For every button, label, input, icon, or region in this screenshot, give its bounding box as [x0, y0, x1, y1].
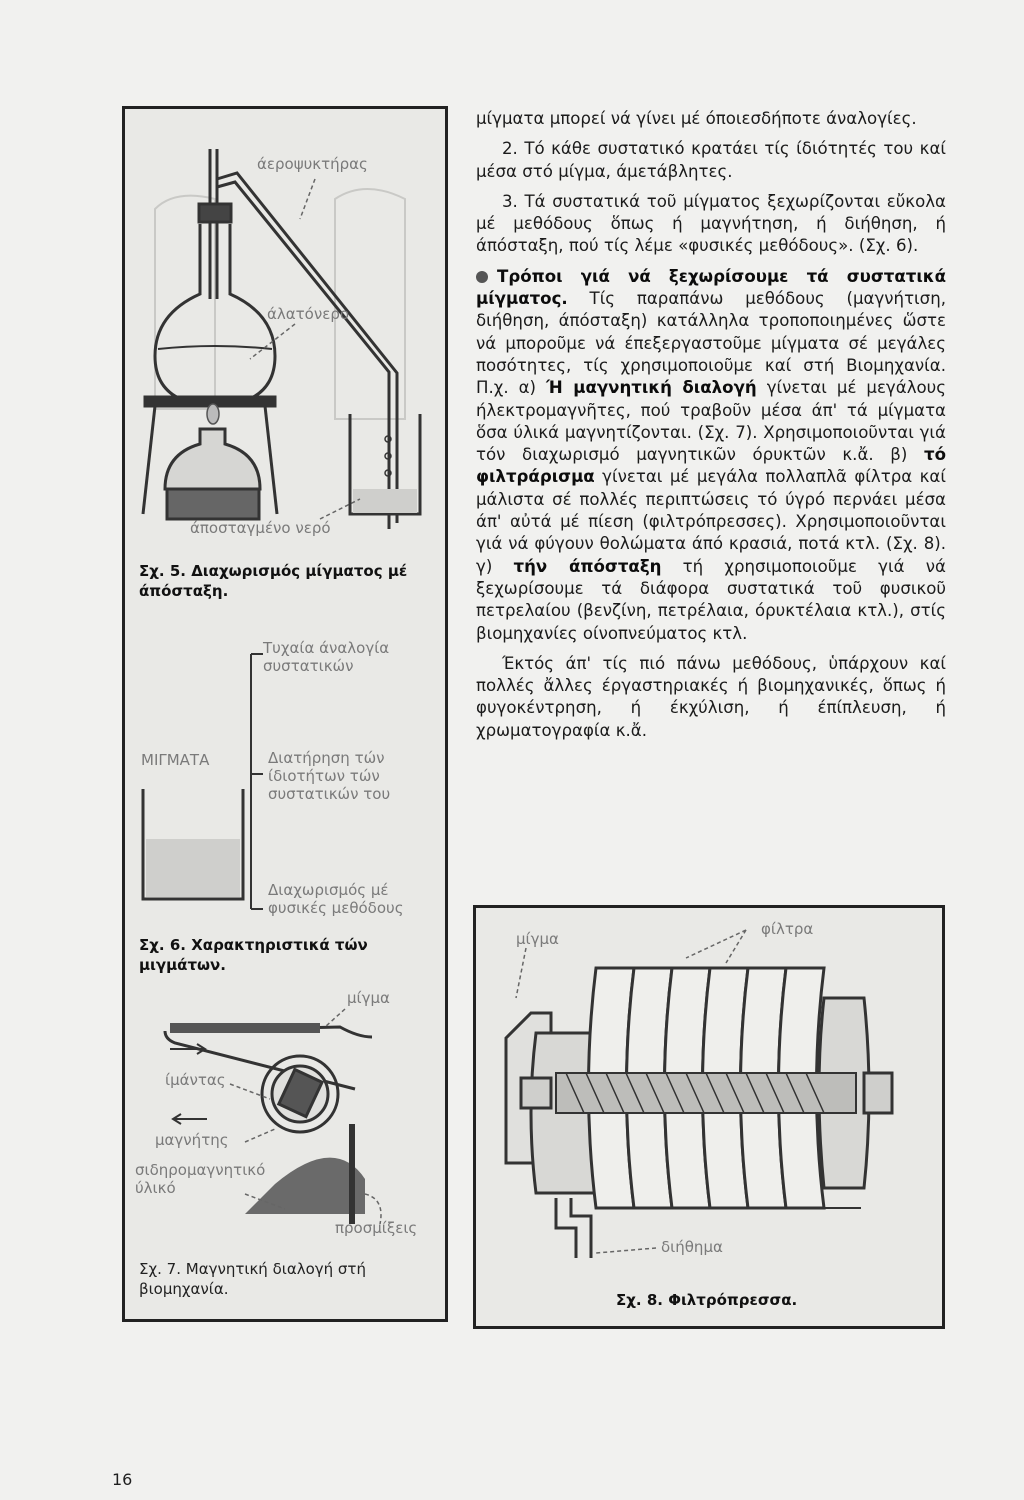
figure-7-caption: Σχ. 7. Μαγνητική διαλογή στή βιομηχανία. — [139, 1260, 366, 1298]
label-filters: φίλτρα — [761, 920, 814, 938]
section-heading: Τρόποι γιά νά ξεχωρίσουμε τά συστατικά μίγματος. — [476, 266, 946, 309]
mixture-characteristics-illustration — [143, 654, 263, 909]
paragraph-4-text-g: τή χρησιμοποιοῦμε γιά νά ξεχωρίσουμε τά διάφορα συστατικά τοῦ φυσικοῦ πετρελαίου (βενζίνη, πετρέλαια, όρυκτέλαια κτλ.), στίς βιομηχανίες οίνοπνεύματος κτλ. — [476, 556, 946, 643]
paragraph-2: 2. Τό κάθε συστατικό κρατάει τίς ίδιότητές του καί μέσα στό μίγμα, άμετάβλητες. — [476, 139, 946, 181]
distillation-apparatus-illustration — [143, 149, 420, 529]
figure-5-caption: Σχ. 5. Διαχωρισμός μίγματος μέ άπόσταξη. — [139, 562, 408, 600]
paragraph-4-text-a: Τίς παραπάνω μεθόδους (μαγνήτιση, διήθηση, άπόσταξη) κατάλληλα τροποποιημένες ὥστε νά μποροῦμε νά έπεξεργαστοῦμε μίγματα σέ μεγάλες ποσότητες, τίς χρησιμοποιοῦμε καί στή Βιομηχανία. Π.χ. α) — [476, 289, 946, 398]
label-magnet: μαγνήτης — [155, 1131, 229, 1149]
label-random-ratio: Τυχαία άναλογία συστατικών — [263, 639, 390, 675]
paragraph-1: μίγματα μπορεί νά γίνει μέ όποιεσδήποτε άναλογίες. — [476, 109, 917, 128]
paragraph-4-text-c: γίνεται μέ μεγάλους ήλεκτρομαγνῆτες, πού τραβοῦν μέσα άπ' τά μίγματα ὅσα ύλικά μαγνητίζονται. (Σχ. 7). Χρησιμοποιοῦνται γιά τόν διαχωρισμό μαγνητικῶν όρυκτῶν κ.ἄ. β) — [476, 378, 947, 465]
paragraph-5: Έκτός άπ' τίς πιό πάνω μεθόδους, ὑπάρχουν καί πολλές ἄλλες έργαστηριακές ή βιομηχανικές, ὅπως ή φυγοκέντρηση, ή έκχύλιση, ή έπίπλευση, ή χρωματογραφία κ.ἄ. — [476, 653, 946, 740]
label-collector: άεροψυκτήρας — [257, 155, 368, 173]
label-physical-separation: Διαχωρισμός μέ φυσικές μεθόδους — [268, 881, 404, 917]
body-text-column — [476, 108, 946, 750]
figure-6-caption: Σχ. 6. Χαρακτηριστικά τών μιγμάτων. — [139, 936, 368, 974]
label-mixture: μίγμα — [347, 989, 390, 1007]
paragraph-4 — [476, 266, 946, 645]
bullet-icon — [476, 271, 488, 283]
label-property-retention: Διατήρηση τών ίδιοτήτων τών συστατικών του — [268, 749, 391, 803]
label-belt: ίμάντας — [165, 1071, 226, 1089]
label-impurities: προσμίξεις — [335, 1219, 418, 1237]
paragraph-4-text-e: γίνεται μέ μεγάλα πολλαπλᾶ φίλτρα καί μάλιστα σέ πολλές περιπτώσεις τό ύγρό περνάει μέσα άπ' αὐτά μέ πίεση (φιλτρόπρεσσες). Χρησιμοποιοῦνται γιά νά φύγουν θολώματα άπό κρασιά, ποτά κτλ. (Σχ. 8). γ) — [476, 467, 946, 576]
figure-8-caption: Σχ. 8. Φιλτρόπρεσσα. — [616, 1291, 798, 1309]
term-distillation: τήν άπόσταξη — [513, 556, 662, 576]
term-filtering: τό φιλτράρισμα — [476, 445, 946, 487]
paragraph-3: 3. Τά συστατικά τοῦ μίγματος ξεχωρίζονται εὔκολα μέ μεθόδους ὅπως ή μαγνήτηση, ή διήθηση, ή άπόσταξη, πού τίς λέμε «φυσικές μεθόδους». (Σχ. 6). — [476, 191, 946, 256]
term-magnetic-sorting: Ή μαγνητική διαλογή — [546, 378, 757, 398]
label-distilled-water: άποσταγμένο νερό — [190, 519, 331, 537]
filter-press-illustration — [506, 968, 892, 1258]
label-ferromagnetic-material: σιδηρομαγνητικό ύλικό — [135, 1161, 266, 1197]
label-saltwater: άλατόνερο — [267, 305, 350, 323]
label-filtrate: διήθημα — [661, 1238, 723, 1256]
label-mixture: μίγμα — [516, 930, 559, 948]
filter-press-figure — [473, 905, 945, 1329]
filter-press-drawing — [476, 908, 942, 1326]
page-number: 16 — [112, 1470, 133, 1489]
left-figure-panel — [122, 106, 448, 1322]
label-mixtures: ΜΙΓΜΑΤΑ — [141, 751, 210, 769]
